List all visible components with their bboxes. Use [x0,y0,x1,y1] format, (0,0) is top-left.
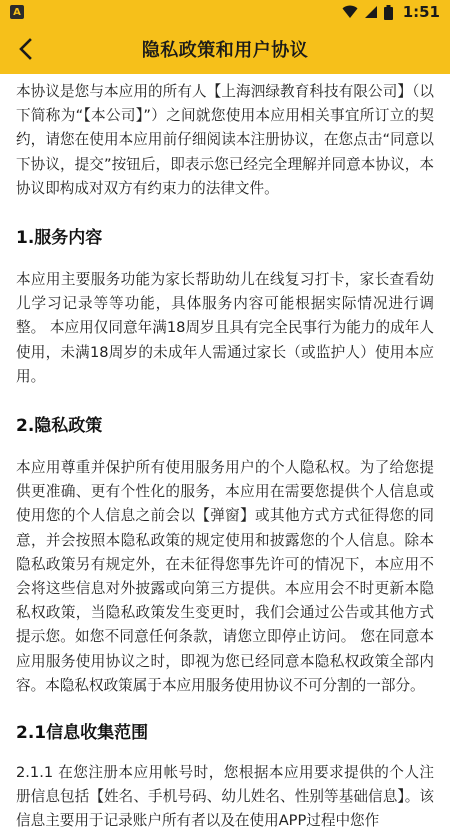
back-button[interactable] [6,29,46,69]
app-bar [0,24,450,74]
section-body-service: 本应用主要服务功能为家长帮助幼儿在线复习打卡，家长查看幼儿学习记录等等功能，具体服务内容可能根据实际情况进行调整。 本应用仅同意年满18周岁且具有完全民事行为能力的成年人使用，未满18周岁的未成年人需通过家长（或监护人）使用本应用。 [16,271,434,385]
battery-icon [384,5,393,20]
status-time: 1:51 [402,3,440,21]
back-arrow-icon[interactable] [15,38,37,60]
status-bar [0,0,450,24]
section-body-info-collection: 2.1.1 在您注册本应用帐号时，您根据本应用要求提供的个人注册信息包括【姓名、手机号码、幼儿姓名、性别等基础信息】。该信息主要用于记录账户所有者以及在使用APP过程中您作 [16,764,434,830]
status-icons [342,3,440,21]
section-heading-service: 1.服务内容 [16,228,103,249]
section-heading-info-collection: 2.1信息收集范围 [16,723,149,744]
document-scroll-area[interactable] [0,74,450,830]
page-title: 隐私政策和用户协议 [141,40,309,61]
section-body-privacy: 本应用尊重并保护所有使用服务用户的个人隐私权。为了给您提供更准确、更有个性化的服务，本应用在需要您提供个人信息或使用您的个人信息之前会以【弹窗】或其他方式方式征得您的同意，并会按照本隐私政策的规定使用和披露您的个人信息。除本隐私政策另有规定外，在未征得您事先许可的情况下，本应用不会将这些信息对外披露或向第三方提供。本应用会不时更新本隐私权政策，当隐私政策发生变更时，我们会通过公告或其他方式提示您。如您不同意任何条款，请您立即停止访问。 您在同意本应用服务使用协议之时，即视为您已经同意本隐私权政策全部内容。本隐私权政策属于本应用服务使用协议不可分割的一部分。 [16,459,434,694]
app-notification-icon: A [10,5,24,19]
wifi-icon [342,5,358,19]
section-heading-privacy: 2.隐私政策 [16,416,103,437]
intro-paragraph: 本协议是您与本应用的所有人【上海泗绿教育科技有限公司】（以下简称为“【本公司】”）之间就您使用本应用相关事宜所订立的契约，请您在使用本应用前仔细阅读本注册协议，在您点击“同意以下协议，提交”按钮后，即表示您已经完全理解并同意本协议，本协议即构成对双方有约束力的法律文件。 [16,83,434,197]
signal-icon [364,5,378,19]
